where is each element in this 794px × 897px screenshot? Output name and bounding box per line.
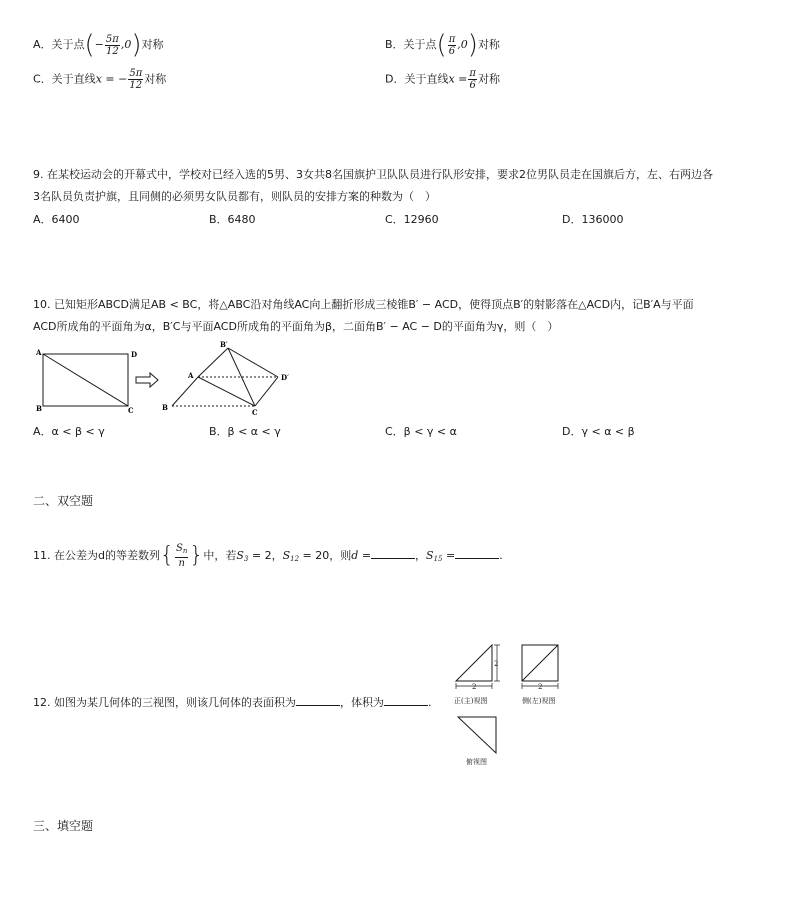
q8-option-a: A．关于点(− $\frac{5\pi}{12}$ ,0)对称 [33, 30, 164, 60]
label-d: D [131, 350, 138, 359]
label-c2: C [252, 408, 258, 417]
q10-option-d: D．γ < α < β [562, 425, 635, 438]
answer-blank-volume[interactable] [384, 696, 428, 706]
dim-front-height: 2 [494, 660, 499, 668]
q8-c-fraction: $\frac{5\pi}{12}$ [129, 68, 143, 91]
q11-sn-over-n: $\frac{S_n}{n}$ [175, 543, 188, 569]
label-d-prime: D′ [281, 373, 289, 382]
q8-b-fraction: $\frac{\pi}{6}$ [448, 33, 456, 57]
side-view-label: 侧(左)视图 [522, 697, 556, 705]
q10-option-c: C．β < γ < α [385, 425, 457, 438]
q8-option-d: D．关于直线x = $\frac{\pi}{6}$ 对称 [385, 68, 500, 91]
q9-option-b: B．6480 [209, 213, 256, 226]
q10-option-a: A．α < β < γ [33, 425, 105, 438]
front-view-label: 正(主)视图 [454, 697, 488, 705]
q12-three-views-figure [450, 638, 570, 770]
q9-option-a: A．6400 [33, 213, 80, 226]
section-heading-3: 三、填空题 [33, 819, 94, 833]
top-view-triangle [458, 717, 496, 753]
section-heading-2: 二、双空题 [33, 494, 94, 508]
front-view-triangle [456, 645, 492, 681]
q8-option-b: B．关于点( $\frac{\pi}{6}$ ,0)对称 [385, 30, 500, 60]
q11-stem: 11. 在公差为d的等差数列{ $\frac{S_n}{n}$ }中，若$S_3 = 2$，$S_{12} = 20$，则d = ，$S_{15}$ = . [33, 543, 503, 569]
q9-stem-line2: 3名队员负责护旗，且同侧的必须男女队员都有，则队员的安排方案的种数为（ ） [33, 190, 436, 203]
label-b2: B [162, 403, 168, 412]
q9-option-c: C．12960 [385, 213, 439, 226]
dim-front-width: 2 [472, 683, 477, 691]
top-view-label: 俯视图 [466, 758, 487, 766]
q10-stem-line1: 10. 已知矩形ABCD满足AB < BC，将△ABC沿对角线AC向上翻折形成三棱锥B′ − ACD，使得顶点B′的射影落在△ACD内，记B′A与平面 [33, 298, 694, 311]
q8-d-fraction: $\frac{\pi}{6}$ [469, 68, 476, 91]
q12-stem: 12. 如图为某几何体的三视图，则该几何体的表面积为 ，体积为 . [33, 696, 432, 709]
q10-figure [30, 340, 300, 420]
q10-option-b: B．β < α < γ [209, 425, 281, 438]
answer-blank-surface-area[interactable] [296, 696, 340, 706]
answer-blank-s15[interactable] [455, 549, 499, 559]
label-a2: A [188, 371, 194, 380]
label-b-prime: B′ [220, 340, 228, 349]
q9-stem-line1: 9. 在某校运动会的开幕式中，学校对已经入选的5男、3女共8名国旗护卫队队员进行队形安排，要求2位男队员走在国旗后方，左、右两边各 [33, 168, 713, 181]
q8-a-label: A．关于点 [33, 38, 85, 51]
label-b: B [36, 404, 42, 413]
q8-option-c: C．关于直线x = − $\frac{5\pi}{12}$ 对称 [33, 68, 167, 91]
q8-a-minus: − [94, 38, 104, 51]
q9-option-d: D．136000 [562, 213, 624, 226]
q10-stem-line2: ACD所成角的平面角为α，B′C与平面ACD所成角的平面角为β，二面角B′ − AC − D的平面角为γ，则（ ） [33, 320, 559, 333]
answer-blank-d[interactable] [371, 549, 415, 559]
label-c: C [128, 406, 134, 415]
q8-a-fraction: $\frac{5\pi}{12}$ [105, 33, 119, 57]
label-a: A [36, 348, 42, 357]
diagonal-ac [43, 354, 128, 406]
dim-side-width: 2 [538, 683, 543, 691]
right-arrow-icon [136, 373, 158, 387]
